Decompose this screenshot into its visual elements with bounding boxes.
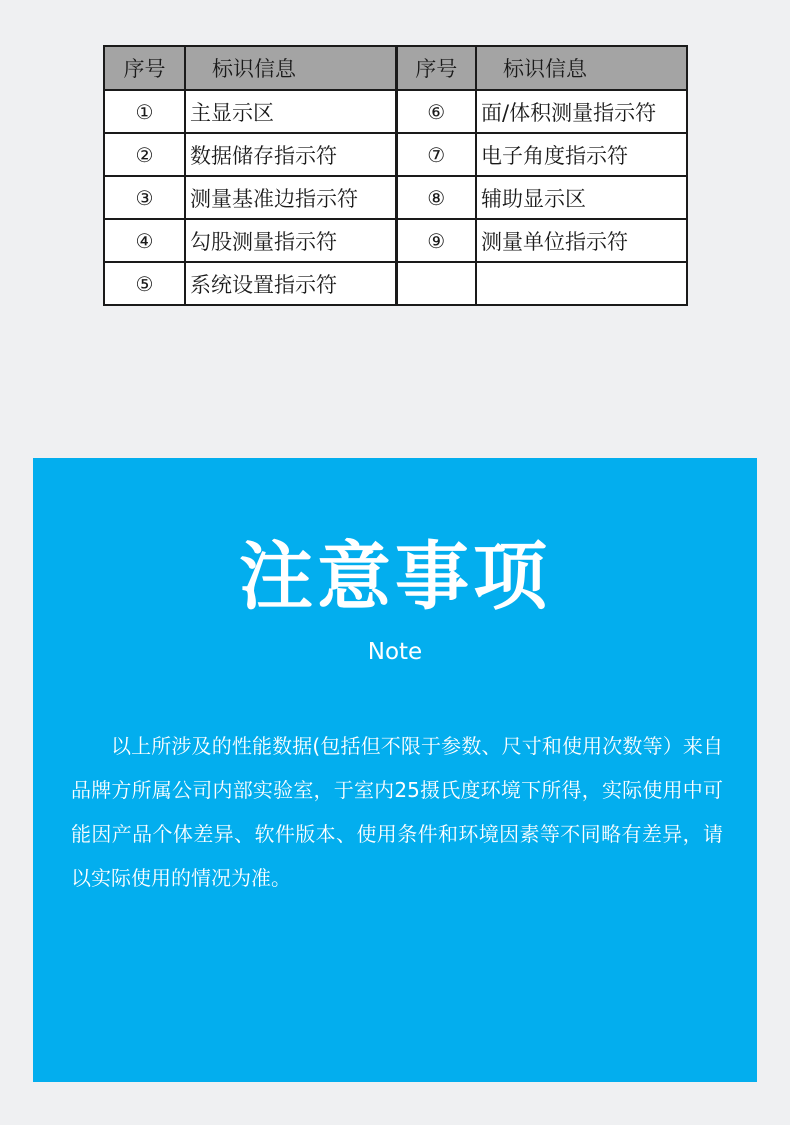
legend-table (103, 45, 688, 306)
row-number: ⑧ (396, 176, 476, 219)
row-info: 测量基准边指示符 (185, 176, 396, 219)
header-info: 标识信息 (476, 46, 687, 90)
row-info: 主显示区 (185, 90, 396, 133)
row-number: ⑨ (396, 219, 476, 262)
row-info: 数据储存指示符 (185, 133, 396, 176)
row-number: ① (104, 90, 185, 133)
row-number: ⑦ (396, 133, 476, 176)
row-info: 面/体积测量指示符 (476, 90, 687, 133)
header-info: 标识信息 (185, 46, 396, 90)
row-info: 系统设置指示符 (185, 262, 396, 305)
notice-body: 以上所涉及的性能数据(包括但不限于参数、尺寸和使用次数等）来自品牌方所属公司内部实验室，于室内25摄氏度环境下所得，实际使用中可能因产品个体差异、软件版本、使用条件和环境因素等不同略有差异，请以实际使用的情况为准。 (71, 734, 723, 890)
table-row (104, 133, 687, 176)
row-number: ④ (104, 219, 185, 262)
notice-panel (33, 458, 757, 1082)
row-info: 辅助显示区 (476, 176, 687, 219)
row-number: ⑥ (396, 90, 476, 133)
table-row (104, 262, 687, 305)
row-number: ③ (104, 176, 185, 219)
row-number: ② (104, 133, 185, 176)
row-info: 电子角度指示符 (476, 133, 687, 176)
row-info-empty (476, 262, 687, 305)
header-number: 序号 (104, 46, 185, 90)
table-row (104, 219, 687, 262)
header-number: 序号 (396, 46, 476, 90)
notice-subtitle: Note (367, 639, 423, 665)
row-number-empty (396, 262, 476, 305)
row-number: ⑤ (104, 262, 185, 305)
notice-title: 注意事项 (239, 534, 551, 620)
table-row (104, 90, 687, 133)
row-info: 勾股测量指示符 (185, 219, 396, 262)
table-row (104, 176, 687, 219)
table-header-row (104, 46, 687, 90)
row-info: 测量单位指示符 (476, 219, 687, 262)
